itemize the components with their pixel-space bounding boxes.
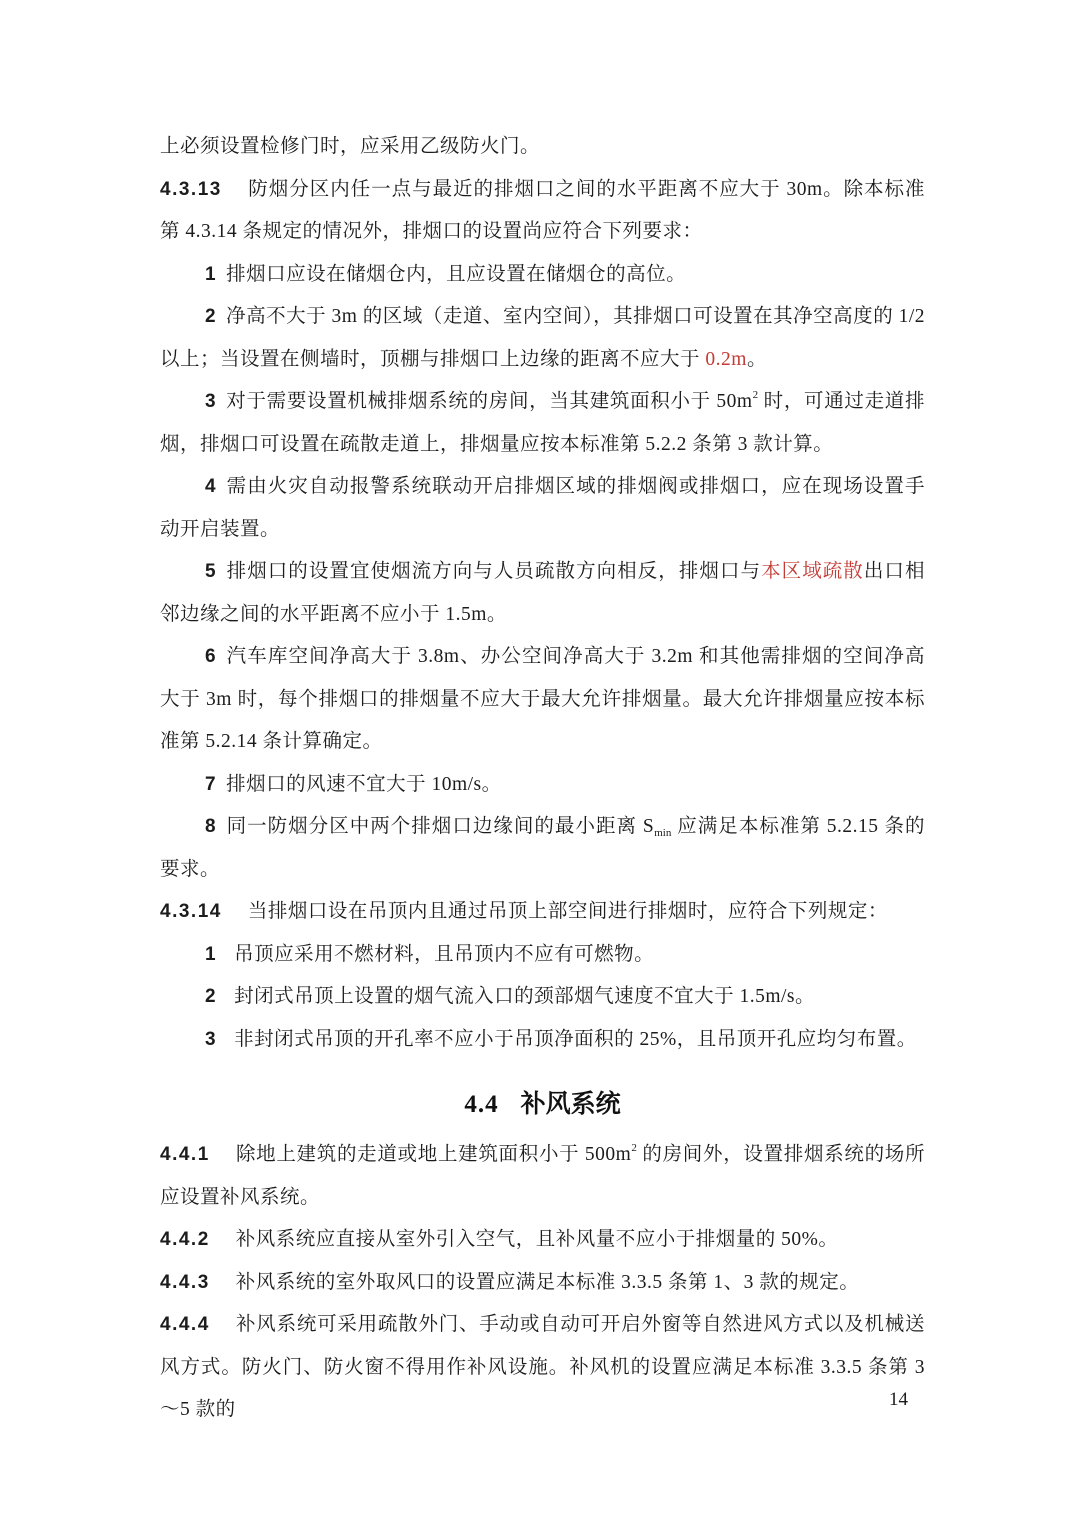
text-segment: 吊顶应采用不燃材料，且吊顶内不应有可燃物。 <box>234 943 655 965</box>
paragraph <box>160 126 925 169</box>
clause-4.4.4 <box>160 1304 925 1432</box>
text-segment: 防烟分区内任一点与最近的排烟口之间的水平距离不应大于 30m。除本标准第 4.3.14 条规定的情况外，排烟口的设置尚应符合下列要求： <box>160 178 925 242</box>
list-item-3 <box>160 1019 925 1062</box>
text-segment: 上必须设置检修门时，应采用乙级防火门。 <box>160 136 541 157</box>
text-segment: 出口相邻边缘之间的水平距离不应小于 1.5m。 <box>160 561 925 625</box>
text-segment: 补风系统可采用疏散外门、手动或自动可开启外窗等自然进风方式以及机械送风方式。防火门、防火窗不得用作补风设施。补风机的设置应满足本标准 3.3.5 条第 3～5 款的 <box>160 1314 925 1420</box>
clause-number: 7 <box>205 773 218 795</box>
text-segment: 排烟口的风速不宜大于 10m/s。 <box>226 773 502 795</box>
clause-number: 2 <box>205 306 218 327</box>
list-item-2 <box>160 976 925 1019</box>
text-segment: 补风系统的室外取风口的设置应满足本标准 3.3.5 条第 1、3 款的规定。 <box>235 1271 860 1293</box>
text-segment: 排烟口的设置宜使烟流方向与人员疏散方向相反，排烟口与 <box>226 561 762 582</box>
clause-number: 4.4.4 <box>160 1314 210 1335</box>
list-item-7 <box>160 764 925 807</box>
clause-number: 3 <box>205 391 218 412</box>
text-segment: 当排烟口设在吊顶内且通过吊顶上部空间进行排烟时，应符合下列规定： <box>247 901 888 922</box>
page-number: 14 <box>889 1389 908 1410</box>
text-segment: 封闭式吊顶上设置的烟气流入口的颈部烟气速度不宜大于 1.5m/s。 <box>234 986 816 1007</box>
text-segment: 需由火灾自动报警系统联动开启排烟区域的排烟阀或排烟口，应在现场设置手动开启装置。 <box>160 476 925 540</box>
clause-4.4.1 <box>160 1134 925 1219</box>
text-segment: 的房间外，设置排烟系统的场所应设置补风系统。 <box>160 1144 925 1208</box>
clause-number: 1 <box>205 263 218 285</box>
text-segment: 时，可通过走道排烟，排烟口可设置在疏散走道上，排烟量应按本标准第 5.2.2 条第 3 款计算。 <box>160 391 925 455</box>
clause-number: 4 <box>205 476 218 497</box>
clause-4.4.2 <box>160 1219 925 1262</box>
text-segment: 应满足本标准第 5.2.15 条的要求。 <box>160 816 925 880</box>
list-item-2 <box>160 296 925 381</box>
text-segment: 同一防烟分区中两个排烟口边缘间的最小距离 S <box>226 816 655 837</box>
section-heading-4.4 <box>160 1086 925 1123</box>
list-item-4 <box>160 466 925 551</box>
text-segment: 排烟口应设在储烟仓内，且应设置在储烟仓的高位。 <box>226 263 687 285</box>
superscript-text: 2 <box>631 1142 637 1154</box>
list-item-6 <box>160 636 925 764</box>
clause-number: 2 <box>205 986 218 1007</box>
text-segment: 对于需要设置机械排烟系统的房间，当其建筑面积小于 50m <box>226 391 753 412</box>
clause-number: 4.3.14 <box>160 901 222 922</box>
clause-number: 4.4.1 <box>160 1144 210 1165</box>
text-segment: 。 <box>746 348 767 370</box>
clause-4.3.13 <box>160 169 925 254</box>
superscript-text: 2 <box>752 389 759 401</box>
list-item-1 <box>160 934 925 977</box>
clause-number: 1 <box>205 943 218 965</box>
text-segment: 补风系统应直接从室外引入空气，且补风量不应小于排烟量的 50%。 <box>235 1229 839 1250</box>
clause-number: 4.4.2 <box>160 1229 210 1250</box>
text-segment: 净高不大于 3m 的区域（走道、室内空间），其排烟口可设置在其净空高度的 1/2 以上；当设置在侧墙时，顶棚与排烟口上边缘的距离不应大于 <box>160 306 925 370</box>
subscript-text: min <box>654 827 672 839</box>
clause-4.4.3 <box>160 1262 925 1305</box>
highlighted-text: 本区域疏散 <box>761 561 864 582</box>
list-item-5 <box>160 551 925 636</box>
clause-number: 8 <box>205 816 218 837</box>
list-item-3 <box>160 381 925 466</box>
text-segment: 汽车库空间净高大于 3.8m、办公空间净高大于 3.2m 和其他需排烟的空间净高大于 3m 时，每个排烟口的排烟量不应大于最大允许排烟量。最大允许排烟量应按本标准第 5.2.14 条计算确定。 <box>160 646 925 752</box>
clause-number: 4.3.13 <box>160 178 222 200</box>
highlighted-text: 0.2m <box>705 348 747 370</box>
clause-4.3.14 <box>160 891 925 934</box>
list-item-1 <box>160 254 925 297</box>
text-segment: 除地上建筑的走道或地上建筑面积小于 500m <box>235 1144 632 1165</box>
clause-number: 3 <box>205 1028 218 1050</box>
text-segment: 补风系统 <box>520 1090 621 1118</box>
clause-number: 4.4.3 <box>160 1271 210 1293</box>
clause-number: 6 <box>205 646 218 667</box>
heading-number: 4.4 <box>464 1091 499 1118</box>
document-content <box>160 126 925 1432</box>
list-item-8 <box>160 806 925 891</box>
text-segment: 非封闭式吊顶的开孔率不应小于吊顶净面积的 25%，且吊顶开孔应均匀布置。 <box>234 1028 917 1050</box>
clause-number: 5 <box>205 561 218 582</box>
